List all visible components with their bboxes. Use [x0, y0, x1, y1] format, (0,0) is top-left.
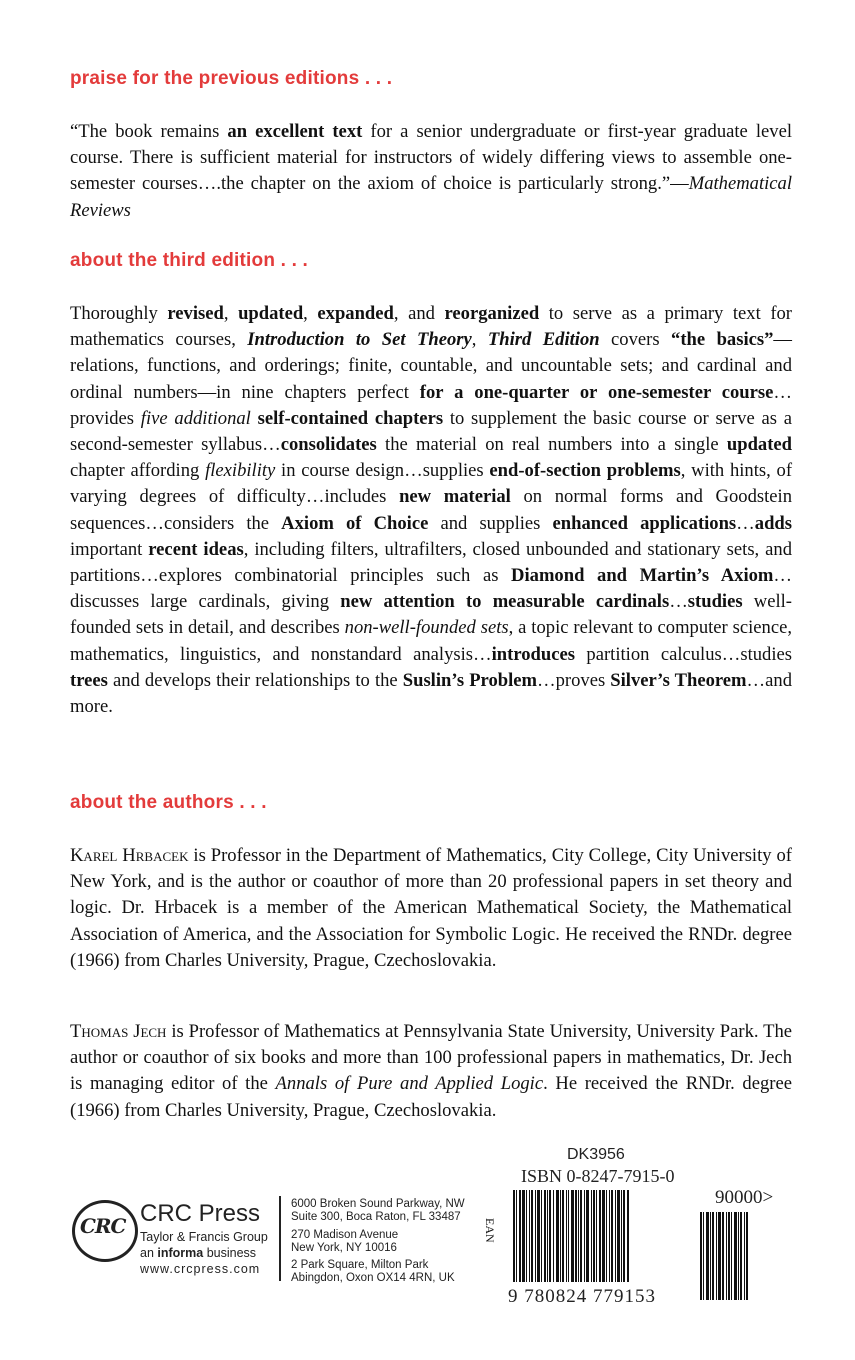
description-segment: for a one-quarter or one-semester course — [419, 381, 774, 403]
barcode-bar — [706, 1212, 709, 1300]
barcode-bar — [522, 1190, 525, 1282]
description-segment: …provides — [70, 381, 792, 429]
barcode-bar — [615, 1190, 616, 1282]
description-segment: , and — [393, 303, 445, 324]
barcode-bar — [580, 1190, 582, 1282]
address-line: Abingdon, Oxon OX14 4RN, UK — [291, 1272, 455, 1284]
price-addon: 90000> — [715, 1187, 774, 1208]
third-edition-description — [70, 301, 792, 720]
description-segment: , — [471, 329, 488, 351]
barcode-bar — [728, 1212, 730, 1300]
description-segment: …discusses large cardinals, giving — [70, 565, 793, 613]
barcode-bar — [575, 1190, 577, 1282]
catalog-number: DK3956 — [567, 1146, 625, 1163]
description-segment: self-contained chapters — [257, 407, 444, 429]
addon-barcode — [700, 1212, 790, 1300]
description-segment: to serve as a primary text for mathematics courses, — [70, 303, 793, 351]
barcode-bar — [599, 1190, 601, 1282]
ean-number: 9 780824 779153 — [508, 1286, 656, 1307]
description-segment: enhanced applications — [552, 512, 737, 534]
description-segment: , including filters, ultrafilters, closed unbounded and stationary sets, and partitions…explores combinatorial principles such as — [70, 538, 793, 587]
description-segment: introduces — [491, 643, 575, 665]
barcode-bar — [571, 1190, 574, 1282]
description-segment: , with hints, of varying degrees of difficulty…includes — [70, 460, 793, 508]
description-segment: trees — [70, 669, 108, 691]
address-line: New York, NY 10016 — [291, 1242, 397, 1254]
description-segment: important — [70, 538, 149, 560]
barcode-bar — [556, 1190, 559, 1282]
description-segment: well-founded sets in detail, and describes — [70, 591, 792, 639]
description-segment: new attention to measurable cardinals — [340, 591, 670, 613]
barcode-bar — [738, 1212, 739, 1300]
description-segment: end-of-section problems — [489, 460, 681, 482]
description-segment: and develops their relationships to the — [107, 669, 403, 691]
praise-quote: “The book remains an excellent text for a senior undergraduate or first-year graduate level course. There is sufficient material for instructors of widely differing views to assemble one-semester courses….the chapter on the axiom of choice is particularly strong.”—Mathematical Reviews — [70, 121, 793, 221]
barcode-bar — [718, 1212, 721, 1300]
barcode-bar — [584, 1190, 585, 1282]
barcode-bar — [606, 1190, 607, 1282]
description-segment: consolidates — [280, 434, 377, 456]
author-name: Karel Hrbacek — [70, 845, 189, 866]
description-segment: Introduction to Set Theory — [247, 329, 472, 351]
barcode-bar — [609, 1190, 610, 1282]
barcode-bar — [746, 1212, 748, 1300]
description-segment: expanded — [317, 303, 394, 324]
barcode-bar — [617, 1190, 620, 1282]
isbn-label: ISBN 0-8247-7915-0 — [521, 1166, 675, 1186]
ean-label: EAN — [483, 1218, 497, 1243]
barcode-bar — [700, 1212, 702, 1300]
barcode-bar — [731, 1212, 732, 1300]
barcode-bar — [611, 1190, 613, 1282]
barcode-bar — [549, 1190, 551, 1282]
barcode-bar — [516, 1190, 517, 1282]
barcode-bar — [726, 1212, 727, 1300]
barcode-bar — [722, 1212, 724, 1300]
description-segment: Thoroughly — [70, 303, 168, 324]
authors-heading: about the authors . . . — [70, 792, 267, 813]
description-segment: covers — [599, 329, 672, 351]
barcode-bar — [596, 1190, 597, 1282]
barcode-bar — [541, 1190, 542, 1282]
description-segment: and supplies — [428, 512, 553, 534]
description-segment: updated — [238, 303, 304, 324]
publisher-group: Taylor & Francis Group — [140, 1230, 268, 1244]
barcode-bar — [544, 1190, 546, 1282]
barcode-bar — [547, 1190, 548, 1282]
description-segment: … — [736, 512, 755, 534]
barcode-bar — [703, 1212, 704, 1300]
description-segment: on normal forms and Goodstein sequences…considers the — [70, 486, 792, 534]
barcode-bar — [519, 1190, 521, 1282]
barcode-bar — [537, 1190, 540, 1282]
address-line: 270 Madison Avenue — [291, 1229, 399, 1241]
description-segment: , — [223, 303, 239, 324]
description-segment: non-well-founded sets — [344, 617, 509, 639]
barcode-bar — [716, 1212, 717, 1300]
publisher-informa: an informa business — [140, 1246, 257, 1260]
barcode-bar — [526, 1190, 527, 1282]
author-bio-jech: Thomas Jech is Professor of Mathematics at Pennsylvania State University, University Park. The author or coauthor of six books and more than 100 professional papers in mathematics, Dr. Jech is managing editor of the Annals of Pure and Applied Logic. He received the RNDr. degree (1966) from Charles University, Prague, Czechoslovakia. — [70, 1021, 792, 1121]
description-segment: Axiom of Choice — [281, 512, 429, 534]
barcode-bar — [740, 1212, 742, 1300]
description-segment: to supplement the basic course or serve as a second-semester syllabus… — [70, 407, 792, 456]
description-segment — [251, 408, 258, 429]
barcode-bar — [593, 1190, 595, 1282]
barcode-bar — [712, 1212, 714, 1300]
description-segment: adds — [754, 512, 792, 534]
barcode-bar — [535, 1190, 536, 1282]
barcode-bar — [568, 1190, 569, 1282]
description-segment: Diamond and Martin’s Axiom — [511, 565, 774, 587]
author-bio-hrbacek: Karel Hrbacek is Professor in the Department of Mathematics, City College, City University of New York, and is the author or coauthor of more than 20 professional papers in set theory and logic. Dr. Hrbacek is a member of the American Mathematical Society, the Mathematical Association of America, and the Association for Symbolic Logic. He received the RNDr. degree (1966) from Charles University, Prague, Czechoslovakia. — [70, 845, 792, 971]
description-segment: —relations, functions, and orderings; finite, countable, and uncountable sets; and cardinal and ordinal numbers—in nine chapters perfect — [70, 329, 793, 403]
description-segment: in course design…supplies — [275, 460, 490, 482]
third-edition-heading: about the third edition . . . — [70, 250, 309, 271]
publisher-name: CRC Press — [140, 1200, 261, 1227]
author-name: Thomas Jech — [70, 1021, 167, 1042]
description-segment: , — [303, 303, 318, 324]
description-segment: partition calculus…studies — [574, 643, 792, 665]
barcode-bar — [602, 1190, 605, 1282]
barcode-bar — [627, 1190, 629, 1282]
description-segment: chapter affording — [70, 460, 206, 482]
description-segment: five additional — [140, 407, 251, 429]
description-segment: … — [669, 591, 688, 613]
ean-barcode — [513, 1190, 693, 1282]
description-segment: …proves — [537, 669, 611, 691]
description-segment: Third Edition — [487, 329, 600, 351]
praise-heading: praise for the previous editions . . . — [70, 68, 393, 89]
barcode-bar — [591, 1190, 592, 1282]
description-segment: recent ideas — [148, 538, 244, 560]
description-segment: flexibility — [205, 460, 276, 482]
description-segment: , a topic relevant to computer science, mathematics, linguistics, and nonstandard analysis… — [70, 617, 792, 665]
description-segment: studies — [687, 591, 743, 613]
barcode-bar — [586, 1190, 589, 1282]
barcode-bar — [744, 1212, 745, 1300]
barcode-bar — [621, 1190, 622, 1282]
barcode-bar — [710, 1212, 711, 1300]
description-segment: revised — [167, 303, 224, 324]
divider — [279, 1196, 281, 1281]
publisher-website[interactable]: www.crcpress.com — [140, 1262, 261, 1276]
barcode-bar — [566, 1190, 567, 1282]
description-segment: …and more. — [70, 669, 792, 718]
barcode-bar — [553, 1190, 554, 1282]
description-segment: reorganized — [444, 303, 540, 324]
barcode-bar — [529, 1190, 530, 1282]
barcode-bar — [560, 1190, 561, 1282]
address-line: 6000 Broken Sound Parkway, NW — [291, 1198, 465, 1210]
address-line: 2 Park Square, Milton Park — [291, 1259, 429, 1271]
barcode-bar — [734, 1212, 737, 1300]
description-segment: Suslin’s Problem — [402, 669, 538, 691]
crc-logo-text: CRC — [80, 1214, 126, 1238]
description-segment: the material on real numbers into a single — [376, 434, 727, 456]
description-segment: updated — [726, 434, 792, 456]
description-segment: Silver’s Theorem — [610, 669, 747, 691]
barcode-bar — [623, 1190, 625, 1282]
description-segment: new material — [399, 486, 511, 508]
barcode-bar — [562, 1190, 564, 1282]
address-line: Suite 300, Boca Raton, FL 33487 — [291, 1211, 461, 1223]
quote-source: Mathematical Reviews — [70, 173, 792, 221]
barcode-bar — [513, 1190, 515, 1282]
barcode-bar — [531, 1190, 533, 1282]
barcode-bar — [578, 1190, 579, 1282]
description-segment: “the basics” — [671, 329, 774, 351]
